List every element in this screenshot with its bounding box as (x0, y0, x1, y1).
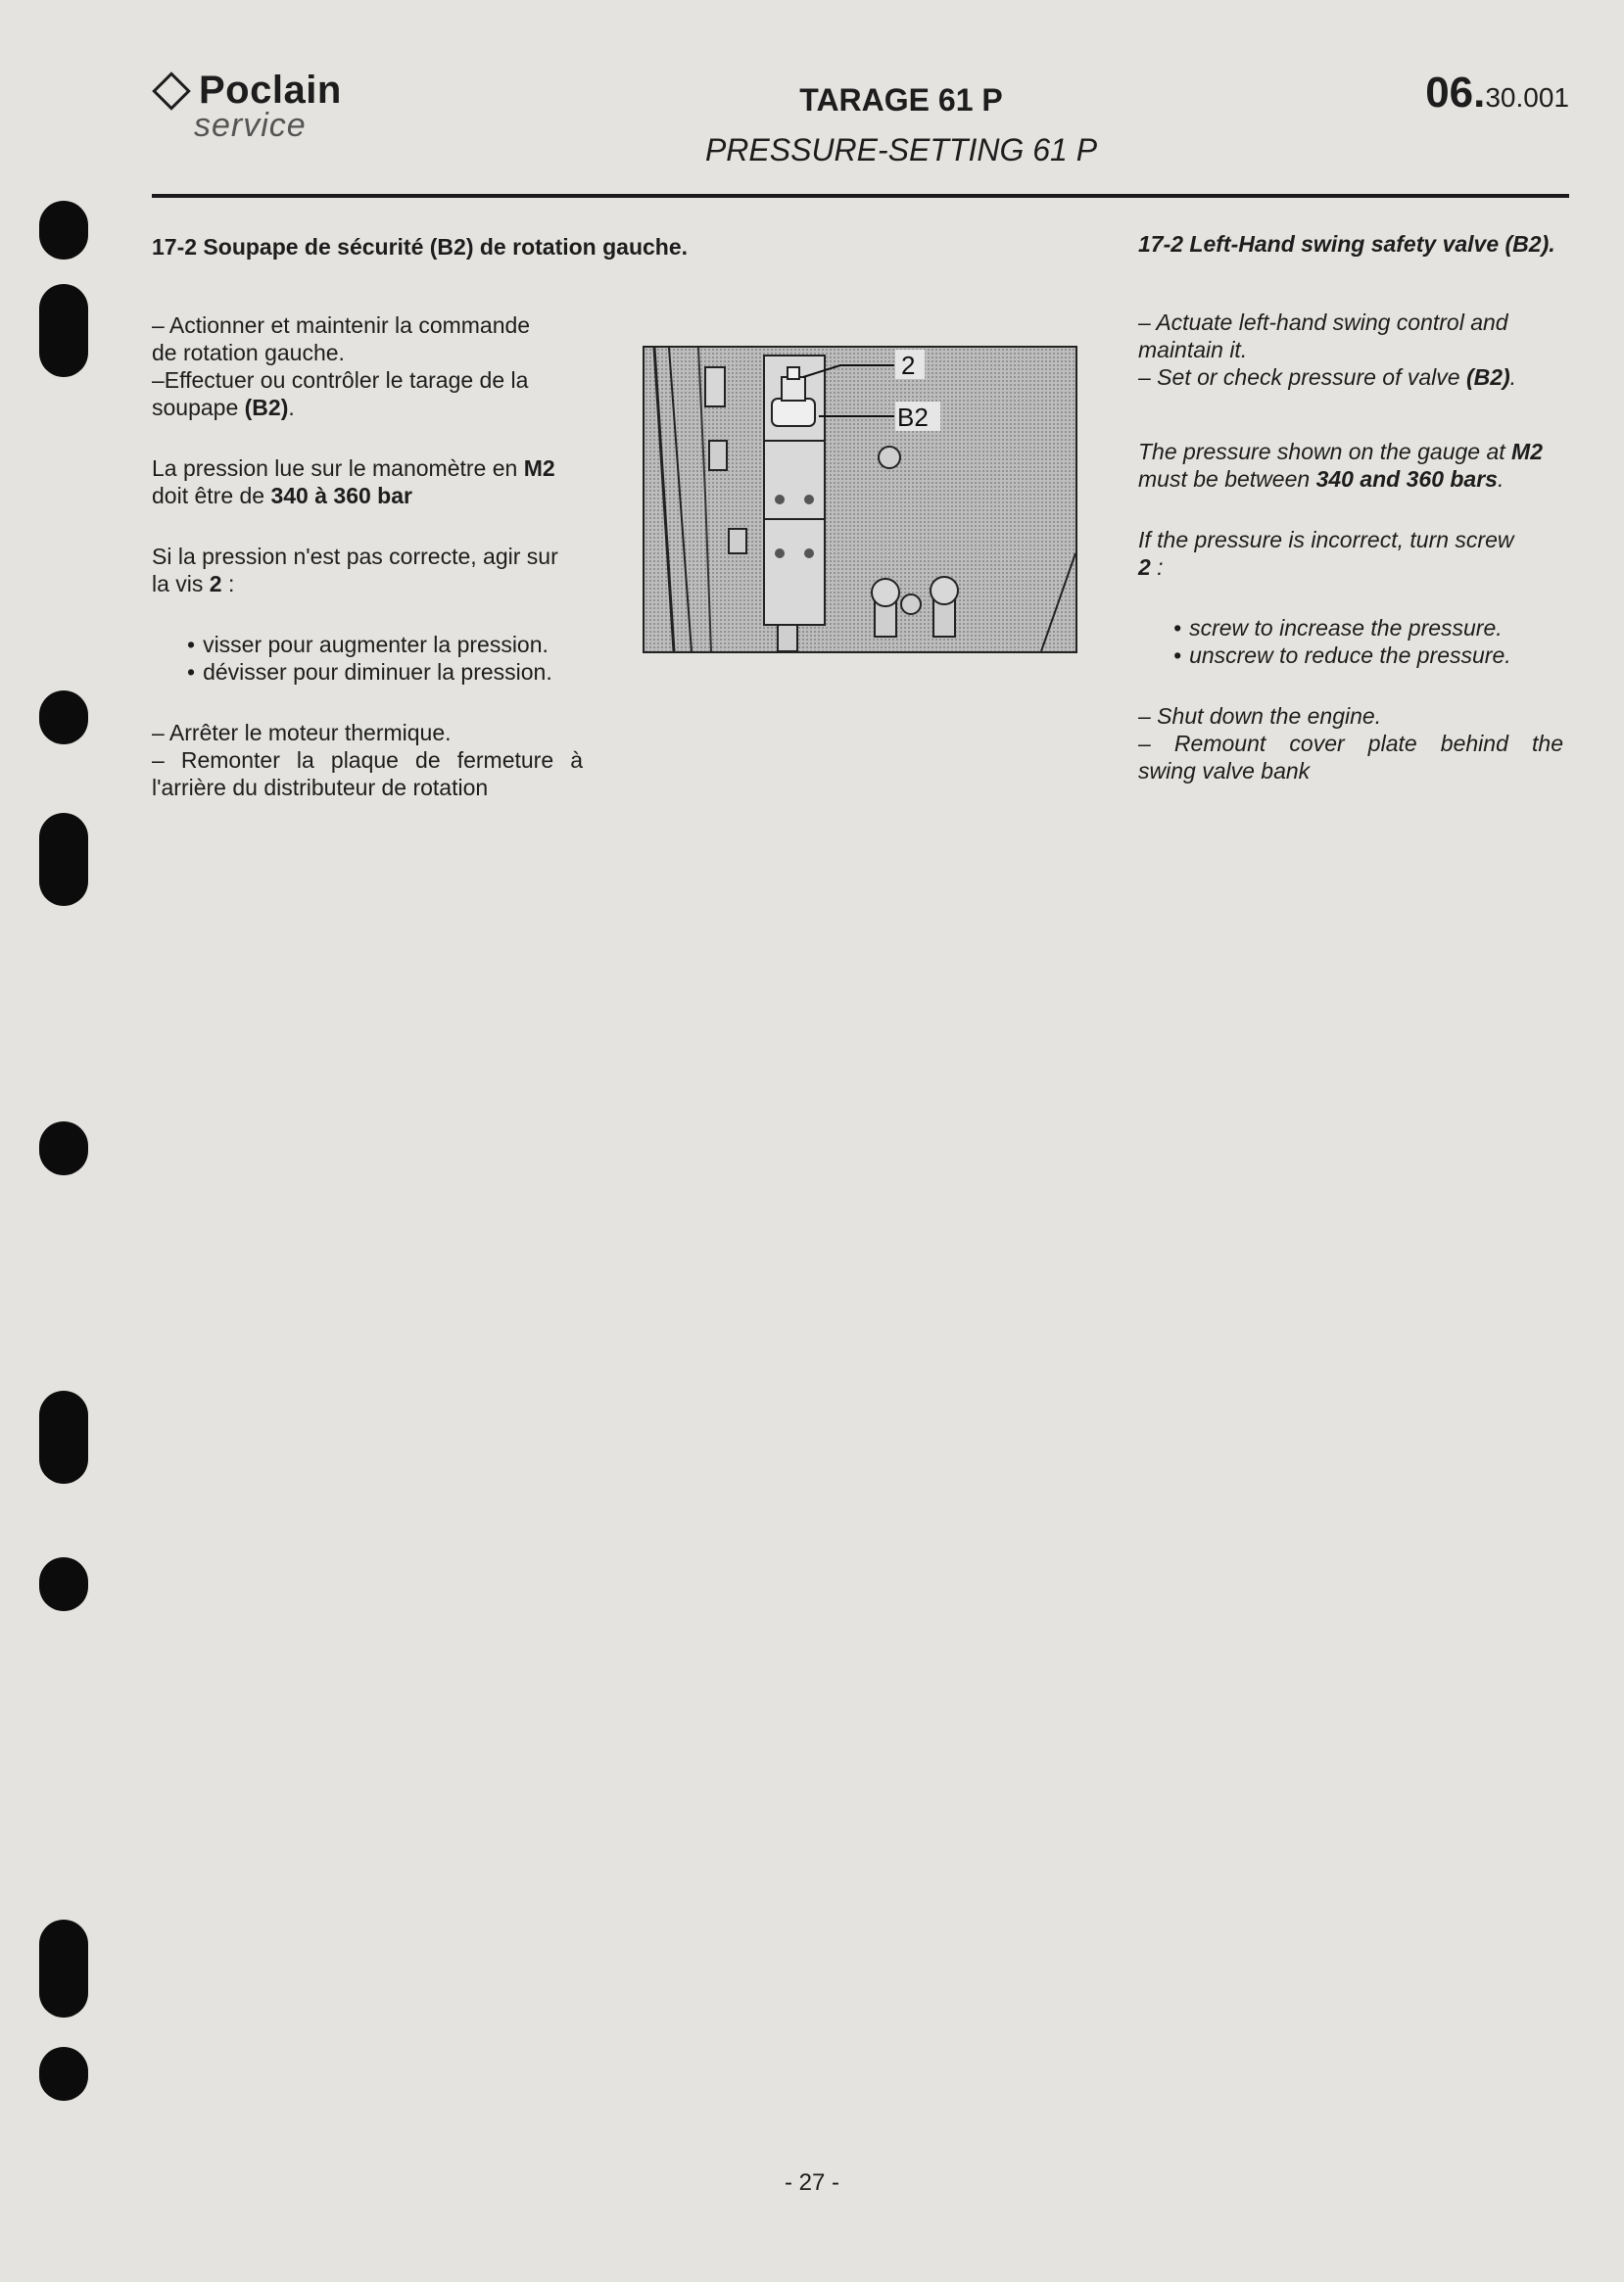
final-steps-paragraph (152, 719, 583, 801)
text-run: . (1509, 364, 1517, 390)
text-run: La pression lue sur le manomètre en (152, 455, 524, 481)
bullet-list-french (152, 631, 583, 686)
text-line: Si la pression n'est pas correcte, agir sur (152, 544, 558, 569)
document-number (1425, 69, 1569, 118)
bullet-icon: • (1173, 615, 1182, 641)
valve-label: (B2) (1465, 364, 1510, 390)
pressure-range: 340 and 360 bars (1315, 466, 1498, 492)
binder-hole (39, 690, 88, 744)
page-number: - 27 - (784, 2169, 839, 2196)
brand-name: Poclain (199, 69, 342, 112)
list-item (152, 658, 583, 686)
list-item-text: unscrew to reduce the pressure. (1189, 642, 1511, 668)
text-run: la vis (152, 571, 210, 596)
bullet-icon: • (187, 632, 196, 657)
binder-hole (39, 1557, 88, 1611)
list-item-text: screw to increase the pressure. (1189, 615, 1503, 641)
text-line (152, 394, 583, 421)
text-line (1138, 363, 1563, 391)
pressure-range: 340 à 360 bar (270, 483, 412, 508)
text-line: If the pressure is incorrect, turn screw (1138, 527, 1514, 552)
list-item-text: dévisser pour diminuer la pression. (203, 659, 552, 685)
text-line: – Arrêter le moteur thermique. (152, 720, 452, 745)
bullet-icon: • (187, 659, 196, 685)
binder-hole (39, 1121, 88, 1175)
gauge-label: M2 (1511, 439, 1543, 464)
section-heading-french: 17-2 Soupape de sécurité (B2) de rotation gauche. (152, 234, 689, 260)
text-line: – Shut down the engine. (1138, 703, 1382, 729)
text-run: doit être de (152, 483, 271, 508)
valve-photo (643, 346, 1077, 653)
screw-label: 2 (209, 571, 222, 596)
screw-label: 2 (1138, 554, 1151, 580)
text-line: de rotation gauche. (152, 340, 345, 365)
adjust-paragraph (1138, 526, 1563, 581)
final-steps-paragraph (1138, 702, 1563, 784)
text-line: – Actuate left-hand swing control and (1138, 309, 1508, 335)
instruction-paragraph (152, 311, 583, 421)
list-item-text: visser pour augmenter la pression. (203, 632, 549, 657)
french-column (152, 233, 689, 834)
page-title-english: PRESSURE-SETTING 61 P (704, 132, 1098, 167)
callout-label: 2 (901, 351, 916, 380)
text-line: – Remonter la plaque de fermeture à (152, 747, 583, 773)
adjust-paragraph (152, 543, 583, 597)
text-run: – Set or check pressure of valve (1138, 364, 1466, 390)
list-item (1138, 642, 1563, 669)
text-line: swing valve bank (1138, 758, 1311, 784)
valve-label: (B2) (244, 395, 289, 420)
binder-hole (39, 284, 88, 377)
text-line (1138, 553, 1563, 581)
binder-hole (39, 201, 88, 260)
text-run: : (221, 571, 235, 596)
text-run: must be between (1138, 466, 1316, 492)
list-item (152, 631, 583, 658)
text-run: . (1497, 466, 1505, 492)
bullet-list-english (1138, 614, 1563, 669)
text-line: –Effectuer ou contrôler le tarage de la (152, 367, 529, 393)
text-line (152, 454, 583, 482)
binder-hole (39, 1920, 88, 2018)
text-run: soupape (152, 395, 245, 420)
binder-hole (39, 1391, 88, 1484)
brand-subtitle: service (194, 107, 307, 144)
binder-hole (39, 813, 88, 906)
valve-illustration (645, 348, 1075, 651)
document-number-main: 06. (1425, 69, 1486, 117)
text-line: – Actionner et maintenir la commande (152, 312, 531, 338)
bullet-icon: • (1173, 642, 1182, 668)
document-number-suffix: 30.001 (1485, 82, 1569, 113)
binder-hole (39, 2047, 88, 2101)
gauge-label: M2 (523, 455, 555, 481)
callout-label: B2 (897, 403, 929, 432)
text-line (1138, 438, 1563, 465)
text-line: – Remount cover plate behind the (1138, 731, 1563, 756)
diamond-logo-icon (152, 71, 191, 111)
text-run: The pressure shown on the gauge at (1138, 439, 1512, 464)
instruction-paragraph (1138, 309, 1563, 391)
list-item (1138, 614, 1563, 642)
text-line: l'arrière du distributeur de rotation (152, 775, 489, 800)
text-line (152, 482, 583, 509)
pressure-paragraph (152, 454, 583, 509)
poclain-logo (152, 69, 342, 145)
section-heading-english: 17-2 Left-Hand swing safety valve (B2). (1138, 231, 1555, 257)
page-title-french: TARAGE 61 P (799, 82, 1003, 118)
text-line: maintain it. (1138, 337, 1248, 362)
text-run: : (1150, 554, 1164, 580)
header-divider (152, 194, 1569, 198)
english-column (1138, 230, 1563, 818)
text-line (1138, 465, 1563, 493)
text-run: . (288, 395, 295, 420)
pressure-paragraph (1138, 438, 1563, 493)
text-line (152, 570, 583, 597)
